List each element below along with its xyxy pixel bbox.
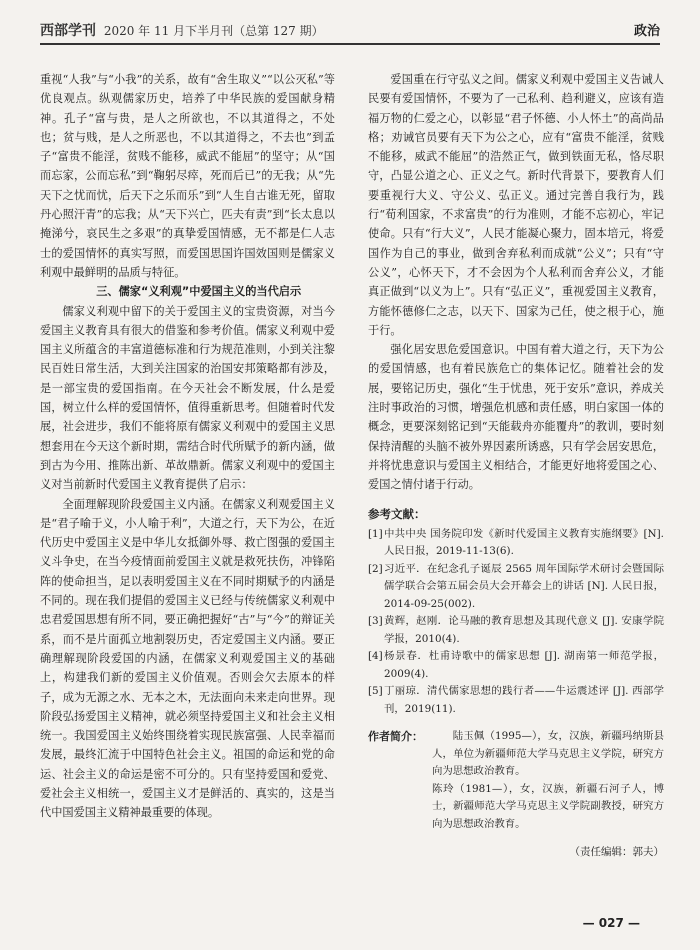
reference-item bbox=[368, 613, 664, 648]
paragraph: 重视“人我”与“小我”的关系，故有“舍生取义”“以公灭私”等优良观点。纵观儒家历史，培养了中华民族的爱国献身精神。孔子“富与贵，是人之所欲也，不以其道得之，不处也；贫与贱，是人之所恶也，不以其道得之，不去也”到孟子“富贵不能淫，贫贱不能移，威武不能屈”的坚守；从“国而忘家，公而忘私”到“鞠躬尽瘁，死而后已”的无我；从“先天下之忧而忧，后天下之乐而乐”到“人生自古谁无死，留取丹心照汗青”的忘我；从“天下兴亡，匹夫有责”到“长太息以掩涕兮，哀民生之多艰”的真挚爱国情感，无不都是仁人志士的爱国情怀的真实写照，而爱国思国许国效国则是儒家义利观中最鲜明的品质与特征。 bbox=[40, 73, 335, 279]
reference-number: [3] bbox=[368, 615, 383, 628]
bio-text: 陆玉佩（1995—），女，汉族，新疆玛纳斯县人，单位为新疆师范大学马克思主义学院，研究方向为思想政治教育。 bbox=[432, 730, 664, 778]
author-bio bbox=[368, 728, 664, 833]
reference-text: 中共中央 国务院印发《新时代爱国主义教育实施纲要》[N]. 人民日报，2019-11-13(6). bbox=[384, 527, 664, 558]
paragraph: 儒家义利观中留下的关于爱国主义的宝贵资源，对当今爱国主义教育具有很大的借鉴和参考价值。儒家义利观中爱国主义所蕴含的丰富道德标准和行为规范准则，小到关注黎民百姓日常生活，大到关注国家的治国安邦策略都有涉及，是一部宝贵的爱国指南。在今天社会不断发展，什么是爱国，树立什么样的爱国情怀，值得重新思考。但随着时代发展，社会进步，我们不能将原有儒家义利观中的爱国主义思想套用在今天这个新时期，需结合时代所赋予的新内涵，做到古为今用、推陈出新、革故鼎新。儒家义利观中的爱国主义对当前新时代爱国主义教育提供了启示： bbox=[40, 304, 335, 492]
responsible-editor: （责任编辑：郭夫） bbox=[569, 846, 664, 859]
journal-logo: 西部学刊 bbox=[40, 23, 96, 39]
reference-item bbox=[368, 561, 664, 614]
reference-text: 习近平．在纪念孔子诞辰 2565 周年国际学术研讨会暨国际儒学联合会第五届会员大会开幕会上的讲话 [N]. 人民日报，2014-09-25(002). bbox=[384, 562, 664, 610]
issue-info: 2020 年 11 月下半月刊（总第 127 期） bbox=[103, 24, 324, 38]
section-name: 政治 bbox=[633, 24, 660, 39]
reference-number: [2] bbox=[368, 562, 383, 575]
page-number: — 027 — bbox=[582, 916, 640, 930]
references-title: 参考文献： bbox=[368, 506, 426, 521]
reference-number: [4] bbox=[368, 650, 383, 663]
page-header bbox=[40, 18, 660, 42]
bio-label: 作者简介： bbox=[368, 730, 423, 744]
reference-number: [5] bbox=[368, 685, 383, 698]
reference-item bbox=[368, 648, 664, 683]
reference-number: [1] bbox=[368, 527, 383, 540]
reference-text: 杨景春．杜甫诗歌中的儒家思想 [J]. 湖南第一师范学报，2009(4). bbox=[384, 650, 664, 680]
reference-item bbox=[368, 526, 664, 561]
paragraph: 全面理解现阶段爱国主义内涵。在儒家义利观爱国主义是“君子喻于义，小人喻于利”，大道之行，天下为公，在近代历史中爱国主义是中华儿女抵御外辱、救亡图强的爱国主义斗争史，在当今疫情面前爱国主义就是救死扶伤，冲锋陷阵的使命担当，足以表明爱国主义在不同时期赋予的内涵是不同的。现在我们提倡的爱国主义已经与传统儒家义利观中忠君爱国思想有所不同，要正确把握好“古”与“今”的辩证关系，而不是片面孤立地割裂历史，否定爱国主义内涵。要正确理解现阶段爱国的内涵，在儒家义利观爱国主义的基础上，构建我们新的爱国主义价值观。否则会欠去原本的样子，成为无源之水、无本之木，无法面向未来走向世界。现阶段弘扬爱国主义精神，就必须坚持爱国主义和社会主义相统一。我国爱国主义始终围绕着实现民族富强、人民幸福而发展，最终汇流于中国特色社会主义。祖国的命运和党的命运、社会主义的命运是密不可分的。只有坚持爱国和爱党、爱社会主义相统一，爱国主义才是鲜活的、真实的，这是当代中国爱国主义精神最重要的体现。 bbox=[40, 497, 335, 820]
section-subheading: 三、儒家“义利观”中爱国主义的当代启示 bbox=[96, 285, 302, 299]
paragraph: 爱国重在行守弘义之间。儒家义利观中爱国主义告诫人民要有爱国情怀，不要为了一己私利、趋利避义，应该有造福万物的仁爱之心，以彰显“君子怀德、小人怀土”的高尚品格；劝诫官员要有天下为公之心，应有“富贵不能淫，贫贱不能移，威武不能屈”的浩然正气，做到铁面无私，恪尽职守，凸显公道之心、正义之气。新时代背景下，要教育人们要重视行大义、守公义、弘正义。通过完善自我行为，践行“荀利国家，不求富贵”的行为准则，才能不忘初心，牢记使命。只有“行大义”，人民才能凝心聚力，固本培元，将爱国作为自己的事业，做到舍弃私利而成就“公义”；只有“守公义”，心怀天下，才不会因为个人私利而舍弃公义，才能真正做到“以义为上”。只有“弘正义”，重视爱国主义教育，方能怀德修仁之志，以天下、国家为己任，使之根于心，施于行。 bbox=[368, 73, 664, 337]
journal-title bbox=[40, 20, 324, 40]
reference-text: 丁丽琼．清代儒家思想的践行者——牛运震述评 [J]. 西部学刊，2019(11). bbox=[384, 685, 664, 715]
references-list bbox=[368, 526, 664, 719]
paragraph: 强化居安思危爱国意识。中国有着大道之行，天下为公的爱国情感，也有着民族危亡的集体记忆。随着社会的发展，要铭记历史，强化“生于忧患，死于安乐”意识，养成关注时事政治的习惯，增强危机感和责任感，明白家国一体的概念，更要深刻铭记到“天能载舟亦能覆舟”的教训，要时刻保持清醒的头脑不被外界因素所诱惑，只有学会居安思危，并将忧患意识与爱国主义相结合，才能更好地将爱国之心、爱国之情付诸于行动。 bbox=[368, 343, 664, 492]
right-column bbox=[368, 70, 664, 863]
bio-text: 陈玲（1981—），女，汉族，新疆石河子人，博士，新疆师范大学马克思主义学院副教授，研究方向为思想政治教育。 bbox=[432, 782, 664, 830]
header-rule bbox=[40, 43, 660, 45]
reference-text: 黄辉，赵刚．论马融的教育思想及其现代意义 [J]. 安康学院学报，2010(4). bbox=[384, 615, 664, 645]
reference-item bbox=[368, 683, 664, 718]
left-column bbox=[40, 70, 335, 823]
